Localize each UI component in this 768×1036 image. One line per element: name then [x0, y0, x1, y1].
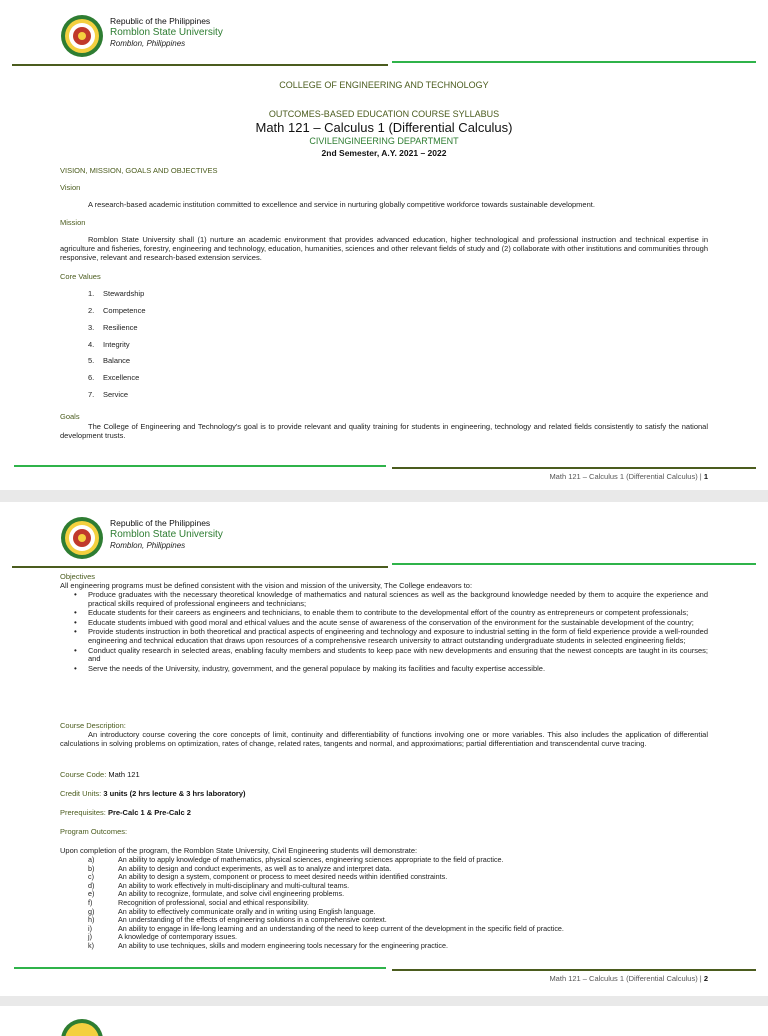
- prerequisites-label: Prerequisites:: [60, 808, 106, 817]
- core-value-item: [88, 340, 130, 349]
- core-value-label: Competence: [103, 306, 146, 315]
- university-location: Romblon, Philippines: [110, 541, 186, 550]
- footer-rule-left: [14, 465, 386, 467]
- core-value-item: [88, 323, 138, 332]
- core-value-label: Integrity: [103, 340, 130, 349]
- program-outcome-item: [88, 942, 708, 950]
- outcome-text: An ability to use techniques, skills and modern engineering tools necessary for the engineering practice.: [118, 941, 449, 950]
- university-seal-icon: [60, 14, 104, 58]
- core-value-label: Excellence: [103, 373, 140, 382]
- objectives-heading: Objectives: [60, 572, 96, 581]
- goals-text: The College of Engineering and Technology's goal is to provide relevant and quality training for students in engineering, technology and related fields consistently to satisfy the national development trusts.: [60, 422, 708, 440]
- outcome-letter: c): [88, 872, 94, 882]
- header-rule-left: [12, 566, 388, 568]
- outcome-letter: i): [88, 923, 92, 933]
- syllabus-page-1: [0, 0, 768, 490]
- core-value-item: [88, 373, 139, 382]
- outcome-letter: b): [88, 863, 95, 873]
- course-description-text: An introductory course covering the core concepts of limit, continuity and differentiability of functions involving one or more variables. This also includes the application of differential calculations in solving problems on optimization, rates of change, related rates, tangents and normal, and approximations; partial differentiation and transcendental curve tracing.: [60, 730, 708, 748]
- core-value-item: [88, 390, 128, 399]
- outcome-letter: d): [88, 880, 95, 890]
- department: CIVILENGINEERING DEPARTMENT: [309, 136, 459, 146]
- outcome-text: An understanding of the effects of engineering solutions in a comprehensive context.: [118, 915, 387, 925]
- outcome-text: An ability to apply knowledge of mathematics, physical sciences, engineering sciences appropriate to the field of practice.: [118, 855, 504, 864]
- vision-text: A research-based academic institution committed to excellence and service in nurturing globally competitive workforce towards sustainable development.: [88, 200, 595, 209]
- program-outcomes-intro: Upon completion of the program, the Romblon State University, Civil Engineering students will demonstrate:: [60, 846, 418, 855]
- core-value-number: 2.: [88, 306, 95, 315]
- header-rule-right: [392, 563, 756, 565]
- outcome-letter: f): [88, 898, 93, 907]
- footer-rule-right: [392, 467, 756, 469]
- republic-text: Republic of the Philippines: [110, 16, 211, 26]
- syllabus-page-3: [0, 1006, 768, 1036]
- core-value-label: Balance: [103, 356, 131, 365]
- outcome-letter: k): [88, 941, 94, 950]
- header-rule-right: [392, 61, 756, 63]
- course-title: Math 121 – Calculus 1 (Differential Calculus): [255, 120, 513, 135]
- core-value-number: 5.: [88, 356, 95, 365]
- syllabus-type: OUTCOMES-BASED EDUCATION COURSE SYLLABUS: [268, 109, 500, 119]
- core-value-item: [88, 289, 144, 298]
- university-seal-icon: [60, 516, 104, 560]
- core-value-number: 6.: [88, 373, 95, 382]
- course-code-row: [60, 770, 140, 779]
- university-seal-icon: [60, 1018, 104, 1036]
- objective-item: • Conduct quality research in selected areas, enabling faculty members and students to keep pace with new developments and ensuring that the newest concepts are taught in its courses; and: [60, 647, 708, 664]
- core-value-number: 1.: [88, 289, 95, 298]
- credit-units-value: 3 units (2 hrs lecture & 3 hrs laboratory): [103, 789, 246, 798]
- outcome-text: An ability to work effectively in multi-disciplinary and multi-cultural teams.: [118, 880, 350, 890]
- university-location: Romblon, Philippines: [110, 39, 186, 48]
- mission-heading: Mission: [60, 218, 86, 227]
- page-number: 2: [703, 974, 708, 983]
- syllabus-page-2: [0, 502, 768, 996]
- core-value-number: 3.: [88, 323, 95, 332]
- objective-item: • Produce graduates with the necessary theoretical knowledge of mathematics and natural sciences as well as the background knowledge needed by them to acquire the experience and practical skills required of professional engineers and technicians;: [60, 591, 708, 608]
- vision-heading: Vision: [60, 183, 81, 192]
- footer-rule-left: [14, 967, 386, 969]
- semester: 2nd Semester, A.Y. 2021 – 2022: [321, 148, 447, 158]
- objectives-list: [60, 591, 708, 673]
- republic-text: Republic of the Philippines: [110, 518, 211, 528]
- core-value-label: Service: [103, 390, 129, 399]
- header-rule-left: [12, 64, 388, 66]
- college-title: COLLEGE OF ENGINEERING AND TECHNOLOGY: [279, 80, 489, 90]
- outcome-letter: g): [88, 906, 95, 916]
- footer-text: Math 121 – Calculus 1 (Differential Calculus) |: [549, 472, 702, 481]
- mission-text: Romblon State University shall (1) nurture an academic environment that provides advanced education, higher technological and professional instruction and technical expertise in agriculture and fisheries, forestry, engineering and technology, education, humanities, sciences and other relevant fields of study and (2) collaborate with other institutions and communities through responsive, relevant and research-based extension services.: [60, 235, 709, 262]
- core-value-number: 4.: [88, 340, 95, 349]
- core-value-item: [88, 306, 146, 315]
- outcome-text: A knowledge of contemporary issues.: [118, 932, 238, 942]
- page-footer: [549, 974, 708, 983]
- program-outcomes-heading: Program Outcomes:: [60, 827, 128, 836]
- prerequisites-value: Pre-Calc 1 & Pre-Calc 2: [107, 808, 191, 817]
- outcome-letter: e): [88, 889, 95, 899]
- course-code-label: Course Code:: [60, 770, 107, 779]
- outcome-text: An ability to effectively communicate orally and in writing using English language.: [118, 906, 376, 916]
- university-name: Romblon State University: [110, 529, 223, 540]
- objective-item: • Educate students for their careers as engineers and technicians, to enable them to contribute to the developmental effort of the country as entrepreneurs or competent professionals;: [60, 609, 708, 618]
- objective-item: • Provide students instruction in both theoretical and practical aspects of engineering and technology and exposure to industrial setting in the form of field experience provide a well-rounded engineering and technical education that draws upon resources of a comprehensive research university to attract outstanding undergraduate students in selected engineering fields;: [60, 628, 708, 645]
- core-value-number: 7.: [88, 390, 95, 399]
- core-value-label: Resilience: [103, 323, 138, 332]
- objectives-intro: All engineering programs must be defined consistent with the vision and mission of the university, The College endeavors to:: [60, 581, 473, 590]
- footer-text: Math 121 – Calculus 1 (Differential Calculus) |: [549, 974, 702, 983]
- outcome-letter: j): [88, 932, 92, 942]
- page-footer: [549, 472, 708, 481]
- objective-item: • Serve the needs of the University, industry, government, and the general populace by making its facilities and faculty expertise accessible.: [60, 665, 708, 674]
- outcome-text: An ability to design a system, component or process to meet desired needs within identified constraints.: [118, 872, 448, 882]
- credit-units-row: [60, 789, 245, 798]
- credit-units-label: Credit Units:: [60, 789, 102, 798]
- outcome-letter: a): [88, 855, 95, 864]
- course-description-heading: Course Description:: [60, 721, 126, 730]
- course-code-value: Math 121: [108, 770, 140, 779]
- core-value-item: [88, 356, 130, 365]
- outcome-text: An ability to design and conduct experiments, as well as to analyze and interpret data.: [118, 863, 392, 873]
- objective-item: • Educate students imbued with good moral and ethical values and the acute sense of awareness of the conservation of the environment for the sustainable development of the country;: [60, 619, 708, 628]
- university-name: Romblon State University: [110, 27, 223, 38]
- core-values-heading: Core Values: [60, 272, 101, 281]
- vmgo-heading: VISION, MISSION, GOALS AND OBJECTIVES: [60, 166, 218, 175]
- footer-rule-right: [392, 969, 756, 971]
- prerequisites-row: [60, 808, 191, 817]
- outcome-text: An ability to recognize, formulate, and solve civil engineering problems.: [118, 889, 345, 899]
- core-value-label: Stewardship: [103, 289, 145, 298]
- outcome-letter: h): [88, 915, 95, 925]
- page-number: 1: [703, 472, 708, 481]
- outcome-text: An ability to engage in life-long learning and an understanding of the need to keep current of the development in the specific field of practice.: [118, 923, 564, 933]
- outcome-text: Recognition of professional, social and ethical responsibility.: [118, 898, 309, 907]
- goals-heading: Goals: [60, 412, 80, 421]
